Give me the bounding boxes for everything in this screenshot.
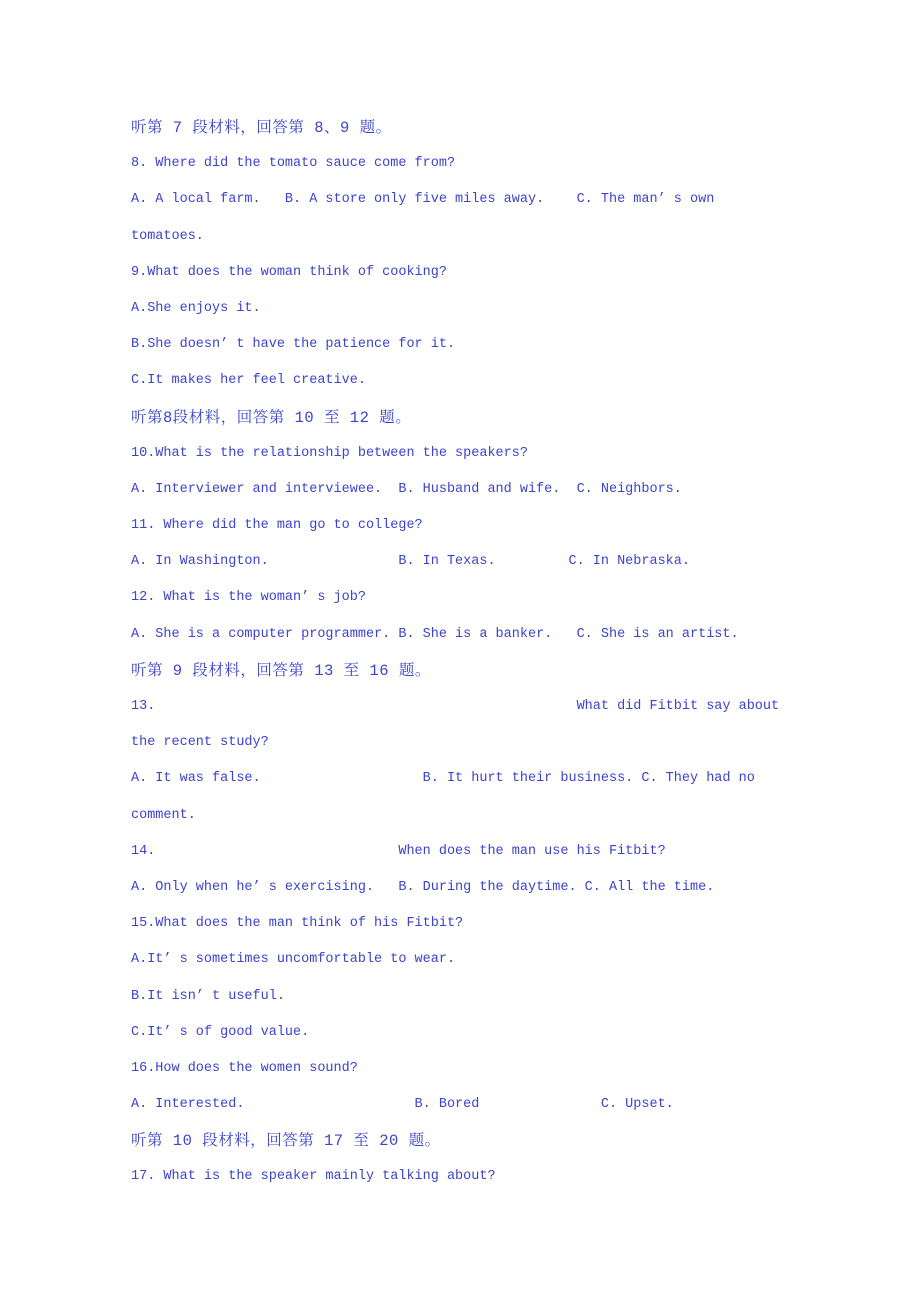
q8-option-c-wrap: tomatoes.	[131, 228, 204, 244]
q10-question: 10.What is the relationship between the speakers?	[131, 445, 528, 461]
q11-options: A. In Washington. B. In Texas. C. In Nebraska.	[131, 554, 690, 570]
q9-question: 9.What does the woman think of cooking?	[131, 264, 447, 280]
q10-options: A. Interviewer and interviewee. B. Husband and wife. C. Neighbors.	[131, 481, 682, 497]
section10-header: 听第 10 段材料，回答第 17 至 20 题。	[131, 1132, 441, 1151]
q16-options: A. Interested. B. Bored C. Upset.	[131, 1097, 674, 1113]
section9-header: 听第 9 段材料，回答第 13 至 16 题。	[131, 661, 431, 680]
q11-question: 11. Where did the man go to college?	[131, 518, 423, 534]
q14-question: 14. When does the man use his Fitbit?	[131, 843, 666, 859]
q13-options: A. It was false. B. It hurt their business. C. They had no	[131, 771, 755, 787]
q14-options: A. Only when he’ s exercising. B. During the daytime. C. All the time.	[131, 879, 715, 895]
q16-question: 16.How does the women sound?	[131, 1060, 358, 1076]
section8-header: 听第8段材料，回答第 10 至 12 题。	[131, 408, 412, 427]
q12-options: A. She is a computer programmer. B. She is a banker. C. She is an artist.	[131, 626, 739, 642]
section7-header: 听第 7 段材料，回答第 8、9 题。	[131, 119, 392, 137]
q17-question: 17. What is the speaker mainly talking about?	[131, 1169, 496, 1185]
q13-question: 13. What did Fitbit say about	[131, 699, 780, 714]
q9-option-b: B.She doesn’ t have the patience for it.	[131, 337, 456, 353]
q15-option-c: C.It’ s of good value.	[131, 1024, 310, 1040]
q9-option-c: C.It makes her feel creative.	[131, 373, 366, 389]
q8-options: A. A local farm. B. A store only five miles away. C. The man’ s own	[131, 192, 715, 208]
q15-question: 15.What does the man think of his Fitbit?	[131, 916, 464, 932]
q12-question: 12. What is the woman’ s job?	[131, 590, 366, 606]
document-content	[131, 110, 779, 1196]
q13-option-c-wrap: comment.	[131, 807, 196, 823]
q15-option-b: B.It isn’ t useful.	[131, 988, 285, 1004]
q9-option-a: A.She enjoys it.	[131, 300, 261, 316]
q8-question: 8. Where did the tomato sauce come from?	[131, 156, 456, 172]
q13-question-wrap: the recent study?	[131, 735, 269, 751]
q15-option-a: A.It’ s sometimes uncomfortable to wear.	[131, 952, 456, 968]
